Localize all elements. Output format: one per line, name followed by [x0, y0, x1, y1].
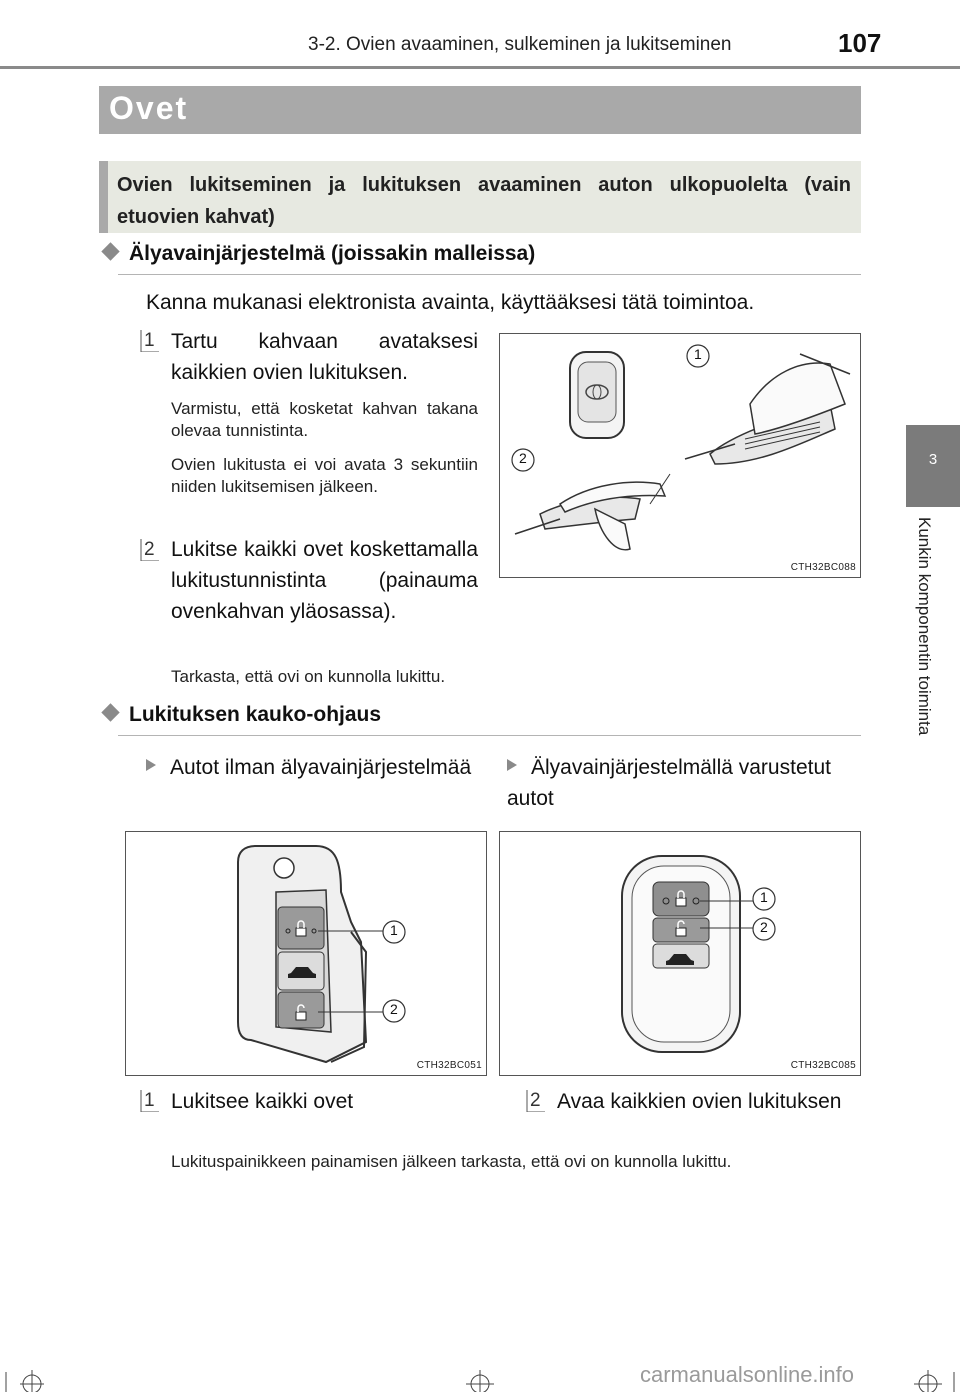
figure1-code: CTH32BC088: [790, 562, 856, 573]
item1-text: Lukitsee kaikki ovet: [171, 1090, 354, 1113]
chapter-label: Kunkin komponentin toiminta: [915, 517, 934, 736]
step2-note: Tarkasta, että ovi on kunnolla lukittu.: [171, 667, 446, 686]
watermark: carmanualsonline.info: [640, 1362, 855, 1387]
triangle-bullet-icon: [507, 759, 517, 771]
flip-key-illustration: [126, 832, 485, 1074]
step1-text: Tartu kahvaan avataksesi kaikkien ovien lukituksen.: [171, 330, 478, 384]
figure1-label-2: 2: [519, 450, 527, 466]
header-rule: [0, 66, 960, 69]
section1-intro: Kanna mukanasi elektronista avainta, käyttääksesi tätä toimintoa.: [146, 291, 755, 314]
col2-heading-row: [507, 752, 857, 814]
diamond-bullet-icon: [101, 242, 119, 260]
section1-rule: [118, 274, 861, 275]
subtitle-bar: [99, 161, 861, 233]
figure1-label-1: 1: [694, 346, 702, 362]
item1-number: 1: [144, 1090, 155, 1111]
chapter-number: 3: [928, 451, 938, 468]
section1-heading-row: [100, 242, 535, 266]
page-title-bar: [99, 86, 861, 134]
item2-number: 2: [530, 1090, 541, 1111]
figure3-label-2: 2: [760, 919, 768, 935]
diamond-bullet-icon: [101, 703, 119, 721]
step1-badge: [140, 330, 160, 352]
col1-heading: Autot ilman älyavainjärjestelmää: [170, 756, 472, 779]
step2-badge: [140, 539, 160, 561]
triangle-bullet-icon: [146, 759, 156, 771]
figure2-label-2: 2: [390, 1001, 398, 1017]
subtitle: Ovien lukitseminen ja lukituksen avaaminen auton ulkopuolelta (vain etuovien kahvat): [117, 174, 851, 228]
chapter-tab: [906, 425, 960, 507]
item2-badge: [526, 1090, 546, 1112]
item1-badge: [140, 1090, 160, 1112]
section2-heading-row: [100, 703, 381, 727]
step1-note2: Ovien lukitusta ei voi avata 3 sekuntiin niiden lukitsemisen jälkeen.: [171, 455, 478, 496]
running-header: 3-2. Ovien avaaminen, sulkeminen ja lukitseminen: [308, 34, 732, 55]
figure3-code: CTH32BC085: [790, 1060, 856, 1071]
page-title: Ovet: [109, 90, 189, 126]
section2-heading: Lukituksen kauko-ohjaus: [129, 703, 382, 726]
col1-heading-row: [146, 752, 476, 783]
figure-flip-key: [125, 831, 487, 1076]
figure2-label-1: 1: [390, 922, 398, 938]
figure2-code: CTH32BC051: [416, 1060, 482, 1071]
page-number: 107: [838, 28, 882, 58]
section2-rule: [118, 735, 861, 736]
col2-heading: Älyavainjärjestelmällä varustetut autot: [507, 756, 831, 810]
item2-text: Avaa kaikkien ovien lukituksen: [557, 1090, 842, 1113]
step2-text: Lukitse kaikki ovet koskettamalla lukitustunnistinta (painauma ovenkahvan yläosassa).: [171, 538, 478, 623]
figure-smart-key: [499, 831, 861, 1076]
chapter-label-box: [906, 517, 960, 787]
smart-key-illustration: [500, 832, 859, 1074]
figure3-label-1: 1: [760, 889, 768, 905]
figure-door-handle: [499, 333, 861, 578]
section1-heading: Älyavainjärjestelmä (joissakin malleissa): [129, 242, 536, 265]
step2-number: 2: [144, 539, 155, 560]
door-handle-illustration: [500, 334, 859, 576]
step1-number: 1: [144, 330, 155, 351]
section2-note: Lukituspainikkeen painamisen jälkeen tarkasta, että ovi on kunnolla lukittu.: [171, 1152, 732, 1171]
step1-note1: Varmistu, että kosketat kahvan takana olevaa tunnistinta.: [171, 399, 478, 440]
